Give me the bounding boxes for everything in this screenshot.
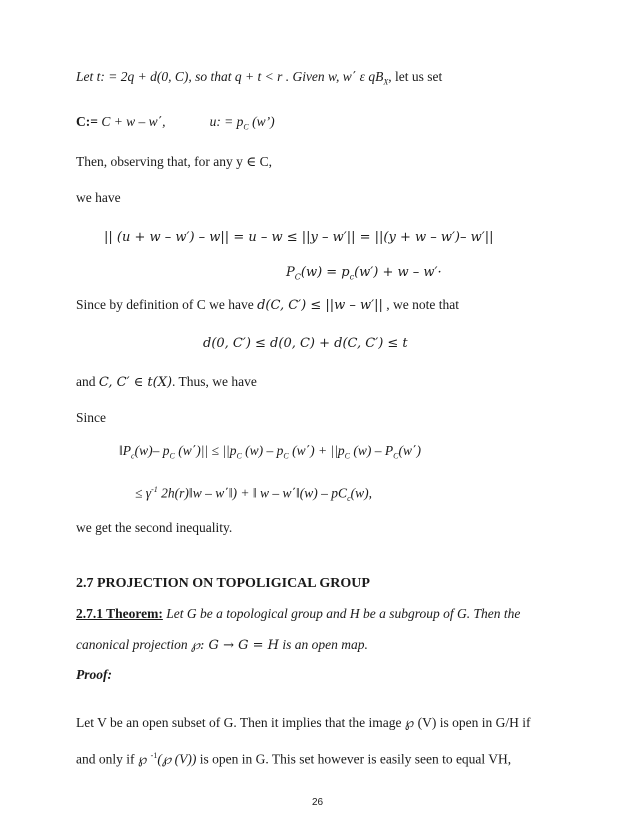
- proof-line-2: [76, 748, 511, 768]
- inline-math: u: = p: [209, 114, 244, 129]
- subscript: X: [383, 77, 389, 87]
- theorem-line-1: [76, 606, 520, 622]
- eq-fragment: (w)– p: [134, 443, 170, 458]
- proof-label: Proof:: [76, 667, 112, 682]
- inline-math: C + w – w΄,: [97, 114, 166, 129]
- text-fragment: canonical projection: [76, 637, 191, 652]
- subscript: C: [294, 272, 301, 282]
- text-fragment: and: [76, 374, 99, 389]
- text-line-since: Since: [76, 410, 106, 425]
- bold-symbol: C:=: [76, 114, 98, 129]
- eq-fragment: (w′) + w – w′·: [354, 265, 442, 280]
- page-number: 26: [312, 797, 324, 808]
- definition-line: [76, 114, 275, 136]
- text-fragment: . Thus, we have: [172, 374, 257, 389]
- superscript: -1: [150, 751, 158, 760]
- inline-math: ℘: G → G = H: [190, 638, 279, 653]
- subscript: C: [243, 122, 249, 132]
- inline-math: (w’): [248, 114, 275, 129]
- text-line-observing: Then, observing that, for any y ∈ C,: [76, 154, 272, 169]
- eq-fragment: (w΄) + ||p: [288, 443, 345, 458]
- inline-math: d(C, C′) ≤ ||w – w′||: [257, 298, 383, 313]
- subscript: C: [236, 451, 242, 461]
- eq-fragment: (w΄): [398, 443, 421, 458]
- inline-math: Let t: = 2q + d(0, C), so that q + t < r . Given w, w΄ ε qB: [76, 69, 384, 84]
- eq-fragment: (w) – P: [350, 443, 394, 458]
- subscript: C: [344, 451, 351, 461]
- eq-fragment: ≤ γ: [135, 485, 152, 501]
- text-fragment: , we note that: [382, 297, 459, 312]
- subscript: c: [131, 451, 135, 461]
- section-heading: 2.7 PROJECTION ON TOPOLIGICAL GROUP: [76, 576, 370, 591]
- eq-fragment: (w΄)|| ≤ ||p: [174, 443, 237, 458]
- text-line-we-have: we have: [76, 190, 121, 205]
- inline-math: C, C′ ∈ t(X): [98, 375, 173, 390]
- inline-math: (℘ (V)): [157, 751, 197, 767]
- equation-3: d(0, C′) ≤ d(0, C) + d(C, C′) ≤ t: [203, 336, 408, 351]
- text-fragment: and only if ℘: [76, 751, 151, 767]
- equation-1: || (u + w – w′) – w|| = u – w ≤ ||y – w′|| = ||(y + w – w′)– w′||: [104, 230, 494, 245]
- theorem-label: 2.7.1 Theorem:: [76, 606, 163, 621]
- equation-2: [286, 265, 442, 286]
- text-line-let-t: [76, 69, 442, 91]
- eq-fragment: (w),: [350, 485, 372, 501]
- eq-fragment: (w) = p: [300, 265, 350, 280]
- equation-5: [135, 482, 372, 507]
- eq-fragment: (w) – p: [241, 443, 284, 458]
- equation-4: [119, 443, 421, 465]
- text-line-and-c: [76, 374, 257, 391]
- proof-line-1: Let V be an open subset of G. Then it implies that the image ℘ (V) is open in G/H if: [76, 715, 531, 730]
- subscript: c: [349, 272, 355, 282]
- subscript: C: [393, 451, 399, 461]
- text-fragment: is open in G. This set however is easily seen to equal VH,: [196, 751, 512, 767]
- text-fragment: Since by definition of C we have: [76, 297, 258, 312]
- theorem-line-2: [76, 637, 368, 654]
- text-fragment: , let us set: [388, 69, 443, 84]
- superscript: -1: [151, 485, 158, 494]
- subscript: C: [283, 451, 289, 461]
- text-line-since-definition: [76, 297, 459, 314]
- theorem-text: Let G be a topological group and H be a subgroup of G. Then the: [162, 606, 521, 621]
- eq-fragment: P: [286, 265, 295, 280]
- subscript: C: [169, 451, 175, 461]
- subscript: c: [347, 494, 351, 504]
- text-line-second-inequality: we get the second inequality.: [76, 520, 233, 535]
- eq-fragment: ‖P: [119, 443, 132, 458]
- eq-fragment: 2h(r)‖w – w΄‖) + ‖ w – w΄‖(w) – pC: [157, 485, 348, 501]
- text-fragment: is an open map.: [278, 637, 368, 652]
